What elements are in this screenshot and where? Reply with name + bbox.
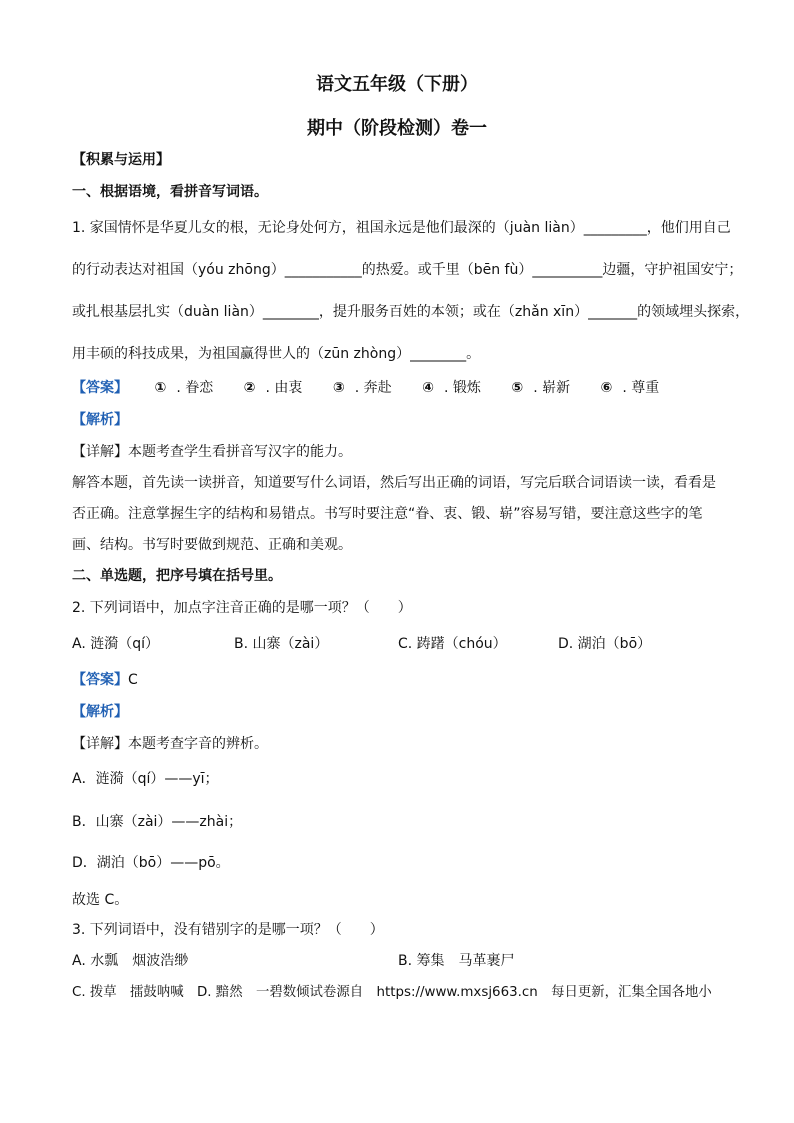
q2-option: D. 湖泊（bō） <box>558 636 652 652</box>
q2-detail-line: D．湖泊（bō）——pō。 <box>72 855 230 871</box>
q3-stem: 3. 下列词语中，没有错别字的是哪一项？（ ） <box>72 922 384 938</box>
q1-line: 1. 家国情怀是华夏儿女的根，无论身处何方，祖国永远是他们最深的（juàn liàn）_________，他们用自己 <box>72 220 731 236</box>
q2-option: A. 涟漪（qí） <box>72 636 160 652</box>
q1-answer-row <box>72 378 685 398</box>
answer-item: ⑤ . 崭新 <box>511 380 571 396</box>
answer-item: ④ . 锻炼 <box>422 380 481 396</box>
q1-detail-line: 画、结构。书写时要做到规范、正确和美观。 <box>72 537 352 553</box>
q2-option: C. 踌躇（chóu） <box>398 636 507 652</box>
answer-item: ① . 眷恋 <box>154 380 214 396</box>
q1-detail-line: 否正确。注意掌握生字的结构和易错点。书写时要注意“眷、衷、锻、崭”容易写错，要注意这些字的笔 <box>72 506 703 522</box>
q2-detail-line: B．山寨（zài）——zhài； <box>72 814 243 830</box>
q1-detail-line: 解答本题，首先读一读拼音，知道要写什么词语，然后写出正确的词语，写完后联合词语读一读，看看是 <box>72 475 716 491</box>
q3-option: A. 水瓢 烟波浩缈 <box>72 953 189 969</box>
q1-detail-line: 【详解】本题考查学生看拼音写汉字的能力。 <box>72 444 352 460</box>
q3-option: B. 筹集 马革裹尸 <box>398 953 515 969</box>
part1-heading: 一、根据语境，看拼音写词语。 <box>72 184 268 200</box>
detail-label: 【详解】 <box>72 444 128 460</box>
q1-line: 用丰硕的科技成果，为祖国赢得世人的（zūn zhòng）________。 <box>72 346 481 362</box>
part2-heading: 二、单选题，把序号填在括号里。 <box>72 568 282 584</box>
analysis-label: 【解析】 <box>72 704 128 720</box>
q1-line: 的行动表达对祖国（yóu zhōng）___________的热爱。或千里（bēn fù）__________边疆，守护祖国安宁； <box>72 262 743 278</box>
q2-stem: 2. 下列词语中，加点字注音正确的是哪一项？（ ） <box>72 600 412 616</box>
q1-line: 或扎根基层扎实（duàn liàn）________，提升服务百姓的本领；或在（zhǎn xīn）_______的领域埋头探索， <box>72 304 750 320</box>
q2-detail-line: 【详解】本题考查字音的辨析。 <box>72 736 268 752</box>
q2-answer-row <box>72 670 138 690</box>
q3-options-cd: C. 拨草 擂鼓呐喊 D. 黯然 一碧数倾试卷源自 https://www.mxsj663.cn 每日更新，汇集全国各地小 <box>72 985 712 1000</box>
answer-label: 【答案】 <box>72 672 128 688</box>
answer-label: 【答案】 <box>72 380 128 396</box>
answer-item: ③ . 奔赴 <box>332 380 392 396</box>
analysis-label: 【解析】 <box>72 412 128 428</box>
document-title: 语文五年级（下册） <box>316 74 478 95</box>
q2-detail-line: A．涟漪（qí）——yī； <box>72 771 219 787</box>
answer-item: ② . 由衷 <box>243 380 303 396</box>
q2-answer: C <box>128 672 138 688</box>
section-label: 【积累与运用】 <box>72 152 170 168</box>
detail-label: 【详解】 <box>72 736 128 752</box>
q2-option: B. 山寨（zài） <box>234 636 329 652</box>
q2-detail-line: 故选 C。 <box>72 892 129 908</box>
document-subtitle: 期中（阶段检测）卷一 <box>307 118 487 139</box>
answer-item: ⑥ . 尊重 <box>600 380 660 396</box>
